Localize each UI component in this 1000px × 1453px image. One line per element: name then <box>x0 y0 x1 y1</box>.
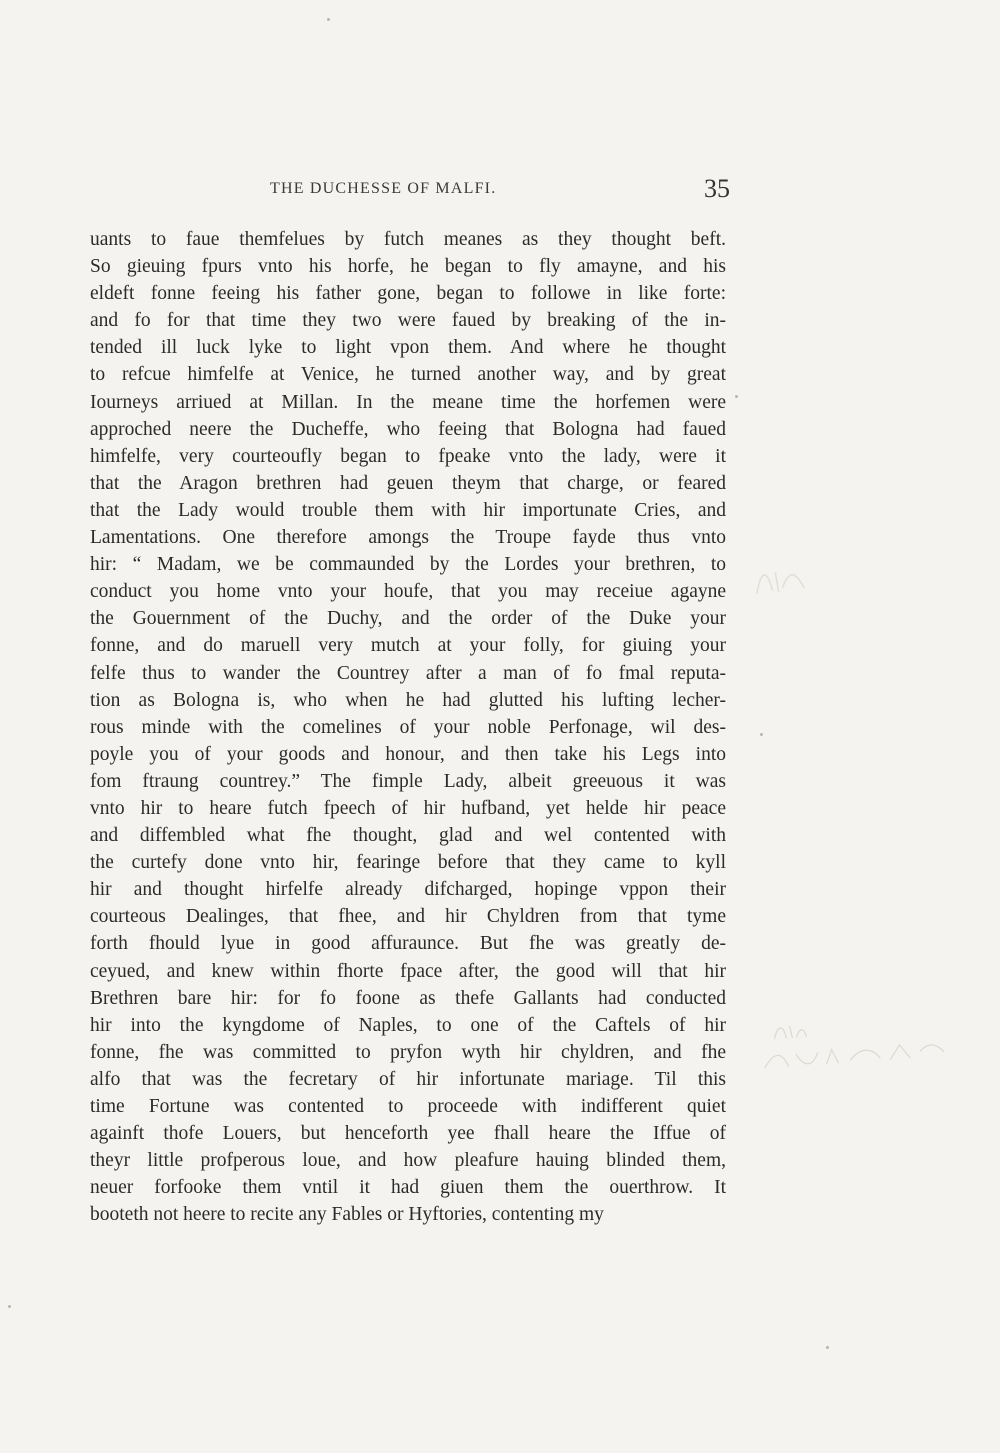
text-line: the Gouernment of the Duchy, and the order of the Duke your <box>90 608 726 630</box>
text-line: alfo that was the fecretary of hir infortunate mariage. Til this <box>90 1068 726 1090</box>
text-line: Iourneys arriued at Millan. In the meane time the horfemen were <box>90 391 726 413</box>
text-line: time Fortune was contented to proceede with indifferent quiet <box>90 1096 726 1117</box>
text-line: himfelfe, very courteoufly began to fpeake vnto the lady, were it <box>90 445 726 467</box>
text-line: tended ill luck lyke to light vpon them. And where he thought <box>90 337 726 359</box>
text-line: So gieuing fpurs vnto his horfe, he began to fly amayne, and his <box>90 256 726 278</box>
text-line: ceyued, and knew within fhorte fpace after, the good will that hir <box>90 960 726 982</box>
text-line: theyr little profperous loue, and how pleafure hauing blinded them, <box>90 1150 726 1172</box>
text-line: againft thofe Louers, but henceforth yee fhall heare the Iffue of <box>90 1123 726 1145</box>
text-line: Lamentations. One therefore amongs the Troupe fayde thus vnto <box>90 527 726 549</box>
text-line: that the Aragon brethren had geuen theym that charge, or feared <box>90 472 726 494</box>
text-line: forth fhould lyue in good affuraunce. But fhe was greatly de- <box>90 933 726 955</box>
text-line: conduct you home vnto your houfe, that you may receiue agayne <box>90 581 726 603</box>
text-line: felfe thus to wander the Countrey after a man of fo fmal reputa- <box>90 662 726 684</box>
text-line: Brethren bare hir: for fo foone as thefe Gallants had conducted <box>90 987 726 1009</box>
text-line: to refcue himfelfe at Venice, he turned another way, and by great <box>90 364 726 386</box>
text-line: courteous Dealinges, that fhee, and hir Chyldren from that tyme <box>90 906 726 928</box>
text-line: fonne, and do maruell very mutch at your folly, for giuing your <box>90 635 726 657</box>
running-head <box>240 176 730 206</box>
text-line: the curtefy done vnto hir, fearinge before that they came to kyll <box>90 852 726 874</box>
text-line: fom ftraung countrey.” The fimple Lady, albeit greeuous it was <box>90 770 726 792</box>
text-line: and diffembled what fhe thought, glad and wel contented with <box>90 825 726 847</box>
paper-speck <box>735 395 738 398</box>
text-line: vnto hir to heare futch fpeech of hir hufband, yet helde hir peace <box>90 797 726 819</box>
text-line: and fo for that time they two were faued by breaking of the in- <box>90 310 726 332</box>
pencil-marginalia-mark <box>751 560 814 604</box>
running-title: THE DUCHESSE OF MALFI. <box>270 180 497 197</box>
paper-speck <box>8 1305 11 1308</box>
text-line: approched neere the Ducheffe, who feeing that Bologna had faued <box>90 418 726 440</box>
text-line: eldeft fonne feeing his father gone, began to followe in like forte: <box>90 283 726 305</box>
text-line: booteth not heere to recite any Fables or Hyftories, contenting my <box>90 1204 604 1226</box>
paper-speck <box>760 733 763 736</box>
text-line: hir: “ Madam, we be commaunded by the Lordes your brethren, to <box>90 554 726 576</box>
pencil-marginalia-mark <box>769 1019 811 1046</box>
text-line: uants to faue themfelues by futch meanes as they thought beft. <box>90 229 726 250</box>
paper-speck <box>826 1346 829 1349</box>
text-line: hir into the kyngdome of Naples, to one of the Caftels of hir <box>90 1014 726 1036</box>
text-line: fonne, fhe was committed to pryfon wyth hir chyldren, and fhe <box>90 1041 726 1063</box>
text-line: that the Lady would trouble them with hir importunate Cries, and <box>90 499 726 521</box>
text-line: rous minde with the comelines of your noble Perfonage, wil des- <box>90 716 726 738</box>
text-line: neuer forfooke them vntil it had giuen them the ouerthrow. It <box>90 1177 726 1199</box>
text-line: poyle you of your goods and honour, and then take his Legs into <box>90 743 726 765</box>
page-number: 35 <box>704 174 730 203</box>
paper-speck <box>327 18 330 21</box>
body-text <box>90 226 726 1228</box>
text-line: tion as Bologna is, who when he had glutted his lufting lecher- <box>90 689 726 711</box>
text-line: hir and thought hirfelfe already difcharged, hopinge vppon their <box>90 879 726 901</box>
